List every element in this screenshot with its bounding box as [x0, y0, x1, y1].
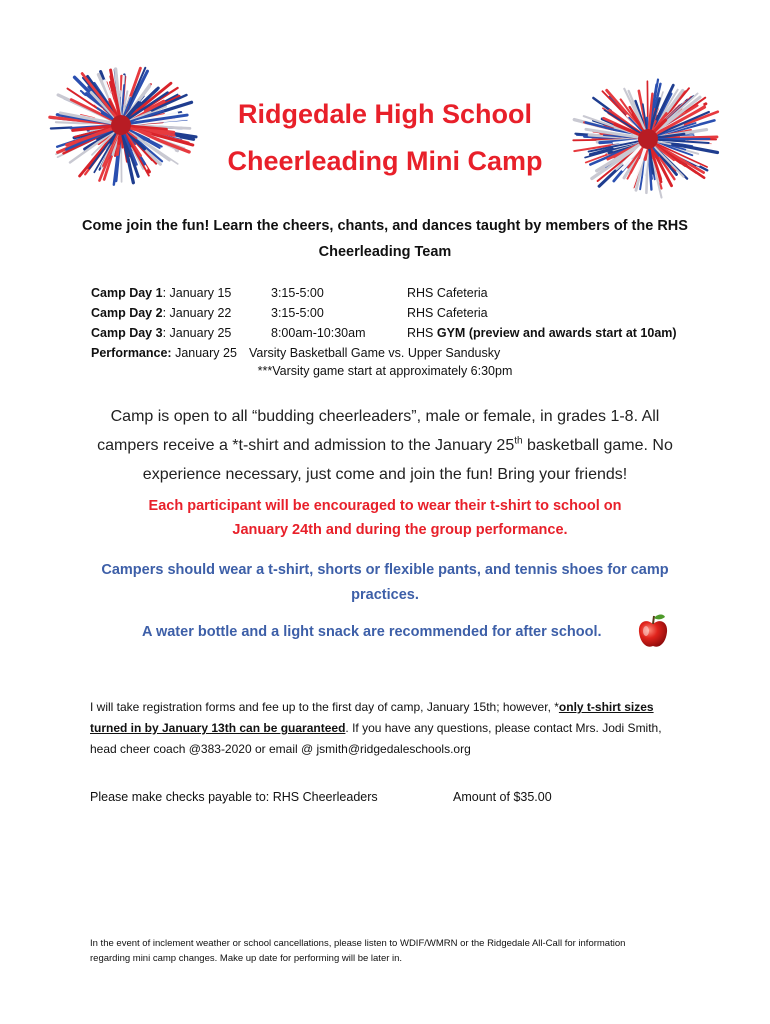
schedule-day-label: Camp Day 3 [91, 326, 163, 340]
schedule-row-1 [91, 283, 711, 303]
amount-text: Amount of $35.00 [453, 790, 552, 804]
registration-part2: . If you have any questions, please contact Mrs. Jodi Smith, head cheer coach @383-2020 or email @ jsmith@ridgedaleschools.org [90, 721, 662, 756]
tshirt-note [100, 494, 670, 542]
performance-label: Performance: [91, 346, 172, 360]
attire-note: Campers should wear a t-shirt, shorts or flexible pants, and tennis shoes for camp practices. [101, 562, 669, 603]
schedule-date: : January 15 [162, 286, 232, 300]
camp-paragraph-part1: Camp is open to all “budding cheerleaders”, male or female, in grades 1-8. All campers receive a *t-shirt and admission to the January 25 [97, 408, 660, 454]
camp-paragraph-part2: basketball game. No experience necessary, just come and join the fun! Bring your friends! [142, 437, 673, 483]
performance-date: January 25 [171, 346, 237, 360]
schedule-date: : January 25 [162, 326, 232, 340]
schedule-row-3 [91, 323, 711, 343]
weather-note: In the event of inclement weather or school cancellations, please listen to WDIF/WMRN or the Ridgedale All-Call for information regarding mini camp changes. Make up date for performing will be later in. [90, 938, 626, 964]
performance-detail: Varsity Basketball Game vs. Upper Sandusky [249, 346, 501, 360]
schedule-place-bold: GYM (preview and awards start at 10am) [436, 326, 677, 340]
schedule-place: RHS Cafeteria [407, 286, 488, 300]
pompom-right-icon [563, 74, 733, 204]
tshirt-note-line2: January 24th and during the group performance. [232, 522, 568, 538]
schedule-day-label: Camp Day 1 [91, 286, 163, 300]
superscript: th [514, 435, 523, 447]
registration-emphasis: only t-shirt sizes turned in by January 13th can be guaranteed [90, 700, 654, 735]
schedule-time: 3:15-5:00 [271, 286, 324, 300]
schedule-time: 3:15-5:00 [271, 306, 324, 320]
varsity-note: ***Varsity game start at approximately 6:30pm [257, 364, 513, 378]
camp-paragraph [80, 402, 690, 489]
schedule-time: 8:00am-10:30am [271, 326, 366, 340]
payable-text: Please make checks payable to: RHS Cheerleaders [90, 790, 378, 804]
registration-part1: I will take registration forms and fee up to the first day of camp, January 15th; however, * [90, 700, 559, 714]
schedule-place: RHS [407, 326, 437, 340]
performance-row [91, 343, 711, 363]
schedule-row-2 [91, 303, 711, 323]
schedule-place: RHS Cafeteria [407, 306, 488, 320]
snack-note: A water bottle and a light snack are recommended for after school. [142, 624, 602, 640]
schedule-date: : January 22 [162, 306, 232, 320]
page-title-line1: Ridgedale High School [237, 99, 533, 129]
page-title-line2: Cheerleading Mini Camp [227, 146, 543, 176]
apple-icon [636, 612, 670, 650]
schedule-day-label: Camp Day 2 [91, 306, 163, 320]
tshirt-note-line1: Each participant will be encouraged to wear their t-shirt to school on [148, 498, 622, 514]
intro-text: Come join the fun! Learn the cheers, chants, and dances taught by members of the RHS Cheerleading Team [82, 218, 688, 260]
registration-text [90, 697, 690, 760]
schedule [91, 283, 711, 363]
